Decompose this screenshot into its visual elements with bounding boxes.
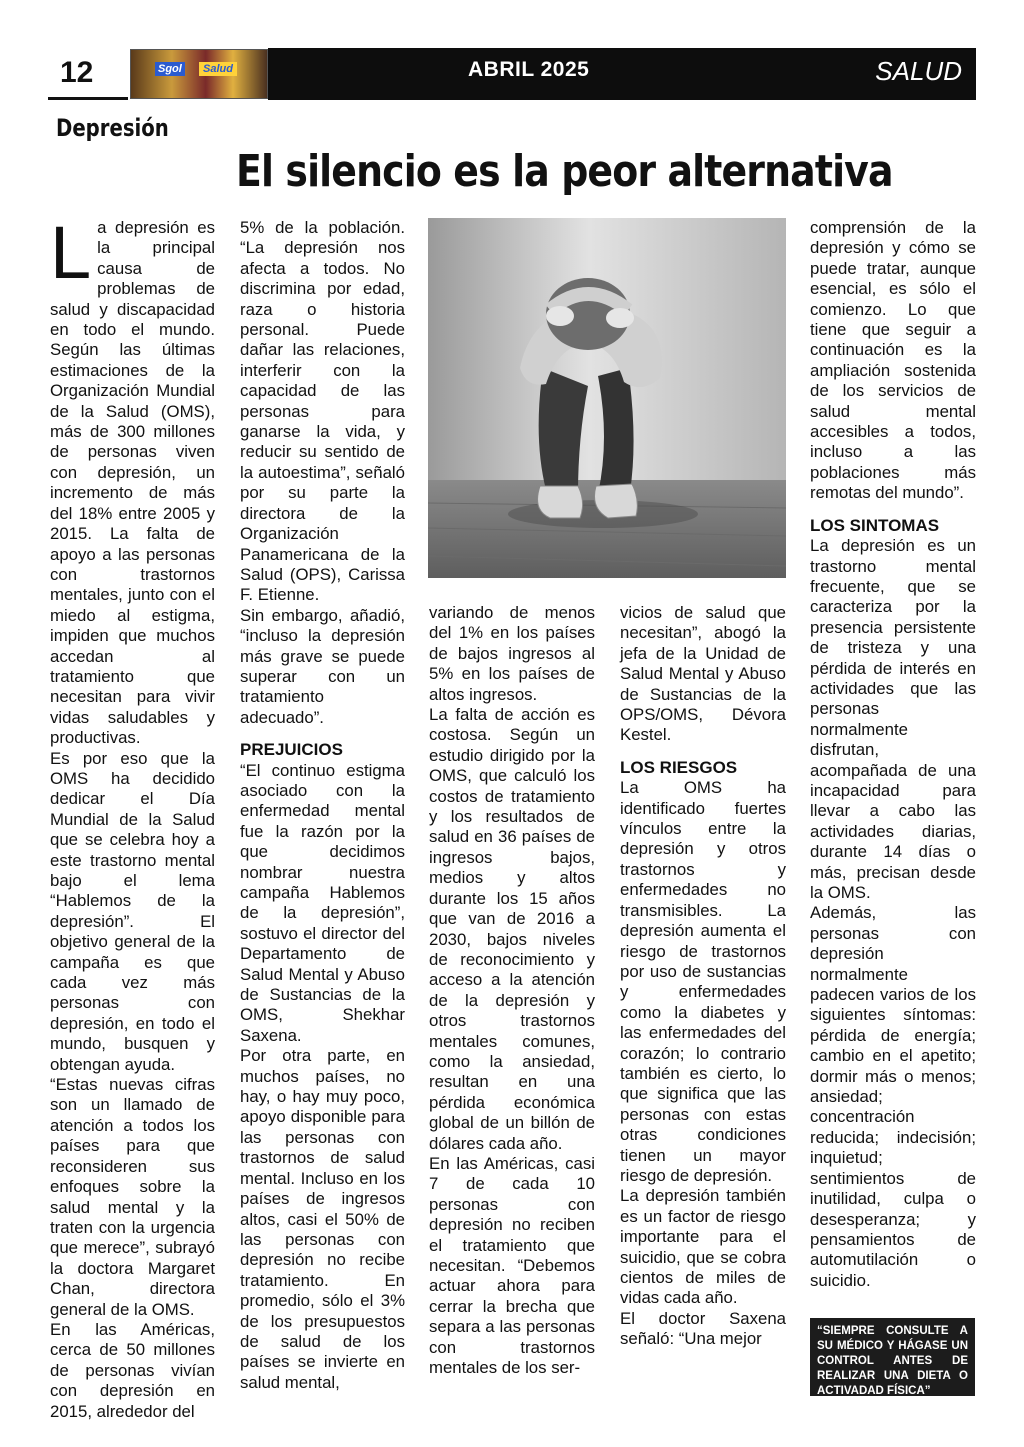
health-advice-callout: “SIEMPRE CONSULTE A SU MÉDICO Y HÁGASE UN CONTROL ANTES DE REALIZAR UNA DIETA O ACTIVADAD FÍSICA” [810,1318,975,1396]
drop-cap: L [50,211,92,294]
article-column-5 [810,218,976,1291]
article-column-1 [50,211,215,1422]
paragraph: comprensión de la depresión y cómo se puede tratar, aunque esencial, es sólo el comienzo. Lo que tiene que seguir a continuación es la ampliación sostenida de los servicios de salud mental accesibles a todos, incluso a las poblaciones más remotas del mundo”. [810,218,976,503]
subheading: PREJUICIOS [240,740,343,760]
logo-text-left: Sgol [155,62,185,76]
paragraph: Sin embargo, añadió, “incluso la depresión más grave se puede superar con un tratamiento adecuado”. [240,605,405,727]
paragraph: La OMS ha identificado fuertes vínculos entre la depresión y otros trastornos y enfermedades no transmisibles. La depresión aumenta el riesgo de trastornos por uso de sustancias y enfermedades como la diabetes y las enfermedades del corazón; lo contrario también es cierto, lo que significa que las personas con estas otras condiciones tienen un mayor riesgo de depresión. [620,778,786,1185]
article-headline: El silencio es la peor alternativa [236,146,893,197]
paragraph: Por otra parte, en muchos países, no hay, o hay muy poco, apoyo disponible para las personas con trastornos de salud mental. Incluso en los países de ingresos altos, casi el 50% de las personas con depresión no recibe tratamiento. En promedio, sólo el 3% de los presupuestos de salud de los países se invierte en salud mental, [240,1046,405,1392]
paragraph: La depresión también es un factor de riesgo importante para el suicidio, que se cobra cientos de miles de vidas cada año. [620,1186,786,1308]
article-column-3 [429,603,595,1378]
logo-text-right: Salud [199,62,237,76]
paragraph: variando de menos del 1% en los países de bajos ingresos al 5% en los países de altos ingresos. [429,603,595,704]
issue-date: ABRIL 2025 [468,58,590,81]
article-photo [428,218,786,578]
paragraph: Además, las personas con depresión normalmente padecen varios de los siguientes síntomas: pérdida de energía; cambio en el apetito; dormir más o menos; ansiedad; concentración reducida; indecisión; inquietud; sentimientos de inutilidad, culpa o desesperanza; y pensamientos de automutilación o suicidio. [810,903,976,1290]
paragraph: En las Américas, cerca de 50 millones de personas vivían con depresión en 2015, alrededor del [50,1319,215,1421]
header-bar [268,48,976,100]
article-column-2 [240,218,405,1393]
article-kicker: Depresión [56,114,169,142]
article-column-4 [620,603,786,1350]
paragraph: vicios de salud que necesitan”, abogó la jefa de la Unidad de Salud Mental y Abuso de Sustancias de la OPS/OMS, Dévora Kestel. [620,603,786,745]
subheading: LOS SINTOMAS [810,515,940,535]
subheading: LOS RIESGOS [620,757,738,777]
page-header [48,48,976,100]
paragraph: “El continuo estigma asociado con la enfermedad mental fue la razón por la que decidimos nombrar nuestra campaña Hablemos de la depresión”, sostuvo el director del Departamento de Salud Mental y Abuso de Sustancias de la OMS, Shekhar Saxena. [240,760,405,1045]
paragraph: 5% de la población. “La depresión nos afecta a todos. No discrimina por edad, raza o historia personal. Puede dañar las relaciones, interferir con la capacidad de las personas para ganarse la vida, y reducir su sentido de la autoestima”, señaló por su parte la directora de la Organización Panamericana de la Salud (OPS), Carissa F. Etienne. [240,218,405,605]
paragraph: La depresión es la principal causa de problemas de salud y discapacidad en todo el mundo. Según las últimas estimaciones de la Organización Mundial de la Salud (OMS), más de 300 millones de personas viven con depresión, un incremento de más del 18% entre 2005 y 2015. La falta de apoyo a las personas con trastornos mentales, junto con el miedo al estigma, impiden que muchos accedan al tratamiento que necesitan para vivir vidas saludables y productivas. [50,211,215,748]
paragraph: El doctor Saxena señaló: “Una mejor [620,1308,786,1349]
paragraph: En las Américas, casi 7 de cada 10 personas con depresión no reciben el tratamiento que necesitan. “Debemos actuar ahora para cerrar la brecha que separa a las personas con trastornos mentales de los ser- [429,1153,595,1378]
paragraph: La depresión es un trastorno mental frecuente, que se caracteriza por la presencia persistente de tristeza y una pérdida de interés en actividades que las personas normalmente disfrutan, acompañada de una incapacidad para llevar a cabo las actividades diarias, durante 14 días o más, precisan desde la OMS. [810,536,976,902]
page-number: 12 [48,48,128,100]
paragraph: “Estas nuevas cifras son un llamado de atención a todos los países para que reconsideren sus enfoques sobre la salud mental y la traten con la urgencia que merece”, subrayó la doctora Margaret Chan, directora general de la OMS. [50,1075,215,1319]
paragraph: La falta de acción es costosa. Según un estudio dirigido por la OMS, que calculó los costos de tratamiento y los resultados de salud en 36 países de ingresos bajos, medios y altos durante los 15 años que van de 2016 a 2030, bajos niveles de reconocimiento y acceso a la atención de la depresión y otros trastornos mentales comunes, como la ansiedad, resultan en una pérdida económica global de un billón de dólares cada año. [429,705,595,1153]
paragraph: Es por eso que la OMS ha decidido dedicar el Día Mundial de la Salud que se celebra hoy a este trastorno mental bajo el lema “Hablemos de la depresión”. El objetivo general de la campaña es que cada vez más personas con depresión, en todo el mundo, busquen y obtengan ayuda. [50,748,215,1074]
publication-logo [130,49,268,99]
section-name: SALUD [875,56,962,86]
